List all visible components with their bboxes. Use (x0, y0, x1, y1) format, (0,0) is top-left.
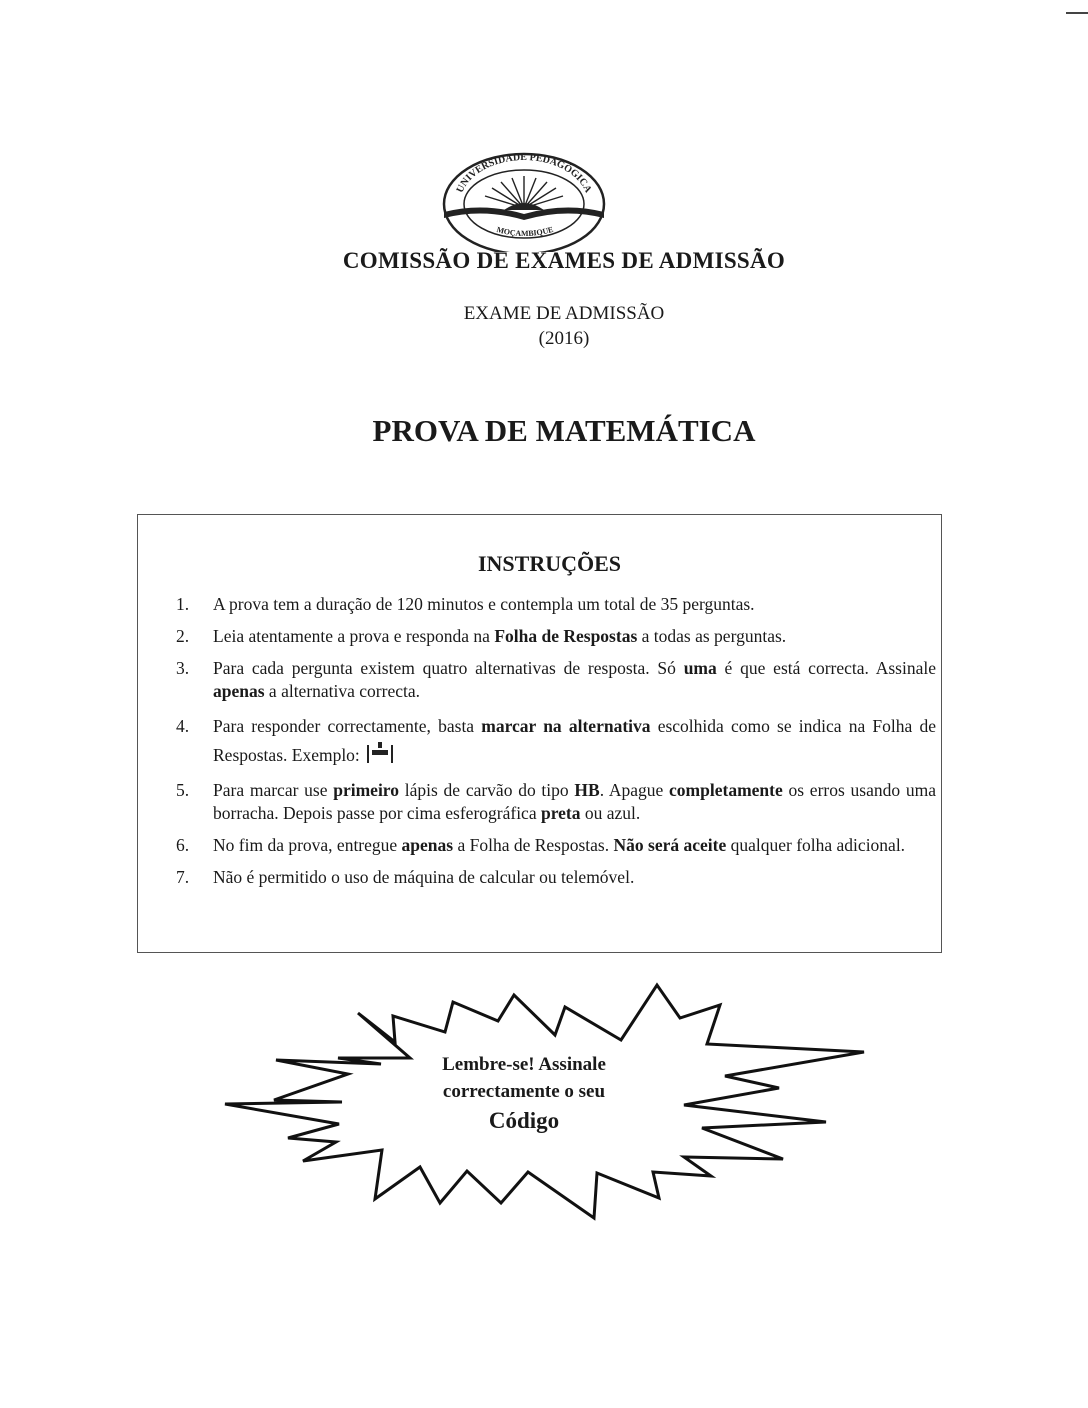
instruction-emphasis: marcar na alternativa (481, 716, 651, 736)
instruction-text: a Folha de Respostas. (453, 835, 614, 855)
reminder-line-2: correctamente o seu (442, 1081, 606, 1102)
instruction-text: ou azul. (580, 803, 641, 823)
reminder-line-3: Código (488, 1108, 560, 1133)
instruction-number: 2. (176, 626, 190, 646)
instruction-number: 3. (176, 658, 190, 678)
seal-bottom-text: MOÇAMBIQUE (495, 224, 555, 239)
commission-title: COMISSÃO DE EXAMES DE ADMISSÃO (342, 248, 786, 273)
instruction-emphasis: HB (574, 780, 600, 800)
instruction-text: é que está correcta. Assinale (716, 658, 936, 678)
instruction-text: escolhida como se indica na Folha de Respostas. Exemplo: (213, 716, 936, 765)
instruction-emphasis: completamente (669, 780, 783, 800)
exam-title: EXAME DE ADMISSÃO (463, 303, 665, 324)
instruction-emphasis: Folha de Respostas (494, 626, 638, 646)
instruction-emphasis: preta (540, 803, 581, 823)
instruction-number: 1. (176, 594, 190, 614)
instruction-text: No fim da prova, entregue (213, 835, 402, 855)
instruction-emphasis: Não será aceite (613, 835, 727, 855)
instruction-text: a alternativa correcta. (264, 681, 420, 701)
instruction-text: . Apague (599, 780, 670, 800)
instruction-text: Não é permitido o uso de máquina de calcular ou telemóvel. (213, 867, 635, 887)
instruction-text: Para cada pergunta existem quatro alternativas de resposta. Só (213, 658, 684, 678)
instruction-text: lápis de carvão do tipo (399, 780, 575, 800)
instruction-number: 5. (176, 780, 190, 800)
instruction-text: os erros usando uma borracha. Depois passe por cima esferográfica (213, 780, 936, 823)
instruction-emphasis: apenas (401, 835, 454, 855)
instruction-emphasis: uma (683, 658, 717, 678)
seal-arc-text: UNIVERSIDADE PEDAGÓGICA (454, 152, 594, 195)
instruction-number: 7. (176, 867, 190, 887)
instructions-heading: INSTRUÇÕES (477, 551, 622, 576)
instruction-number: 4. (176, 716, 190, 736)
instruction-text: qualquer folha adicional. (726, 835, 906, 855)
reminder-line-1: Lembre-se! Assinale (442, 1054, 606, 1075)
instruction-text: Para responder correctamente, basta (213, 716, 482, 736)
subject-title: PROVA DE MATEMÁTICA (372, 413, 756, 448)
instruction-number: 6. (176, 835, 190, 855)
exam-year: (2016) (538, 328, 590, 349)
instruction-text: Leia atentamente a prova e responda na (213, 626, 495, 646)
instruction-text: a todas as perguntas. (637, 626, 787, 646)
instruction-emphasis: primeiro (333, 780, 400, 800)
instruction-emphasis: apenas (213, 681, 265, 701)
instruction-text: Para marcar use (213, 780, 334, 800)
instruction-text: A prova tem a duração de 120 minutos e contempla um total de 35 perguntas. (213, 594, 755, 614)
